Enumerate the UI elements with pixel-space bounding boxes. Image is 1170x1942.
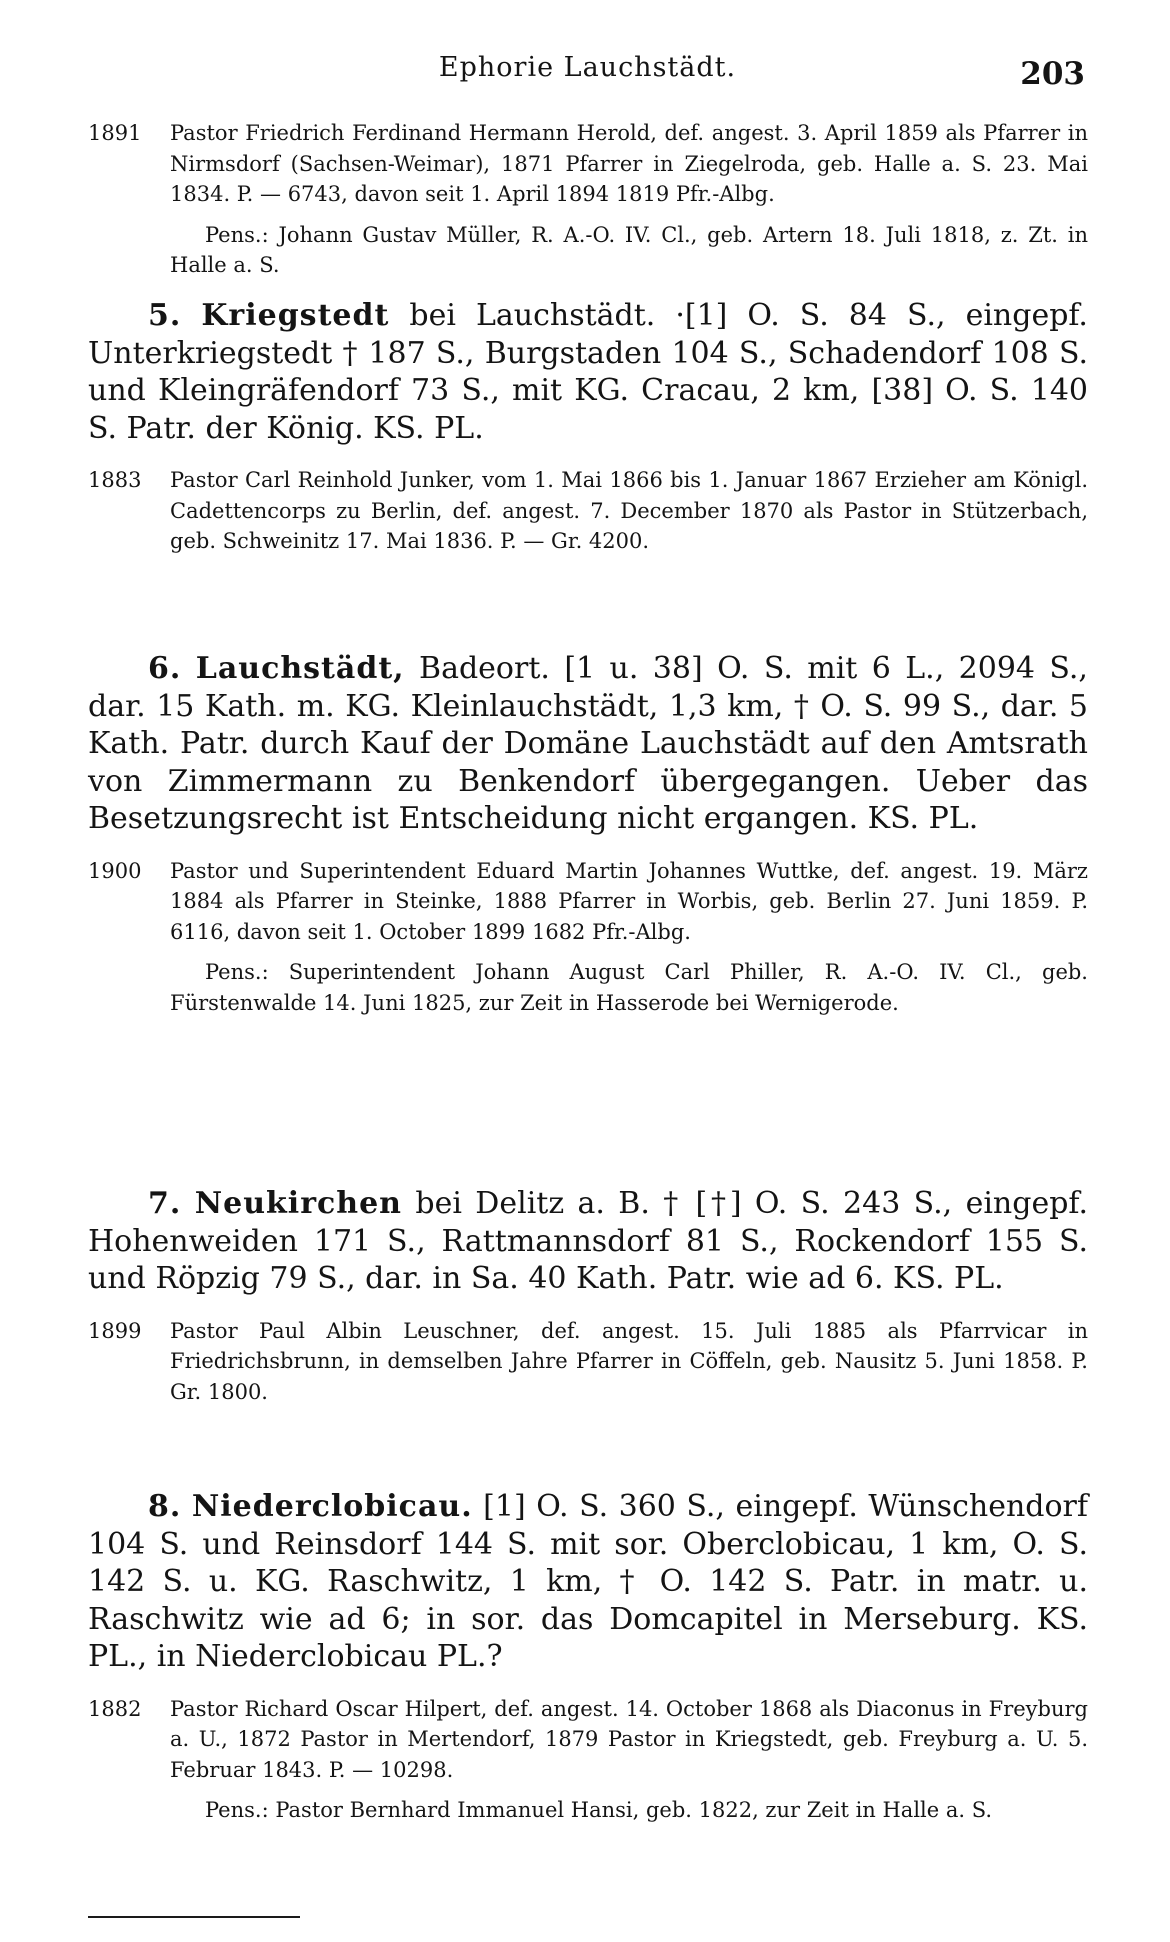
entry-text: Pastor Richard Oscar Hilpert, def. angest. 14. October 1868 als Diaconus in Freyburg a. U., 1872 Pastor in Mertendorf, 1879 Pastor in Kriegstedt, geb. Freyburg a. U. 5. Februar 1843. P. — 10298. — [170, 1696, 1088, 1782]
pastor-entry — [88, 1316, 1088, 1408]
pastor-entry — [88, 1694, 1088, 1786]
entry-year: 1891 — [88, 121, 142, 145]
pastor-entry — [88, 465, 1088, 557]
section-niederclobicau — [88, 1488, 1088, 1826]
pensioner-note: Pens.: Superintendent Johann August Carl Philler, R. A.-O. IV. Cl., geb. Fürstenwalde 14. Juni 1825, zur Zeit in Hasserode bei Wernigerode. — [170, 960, 1088, 1015]
parish-number: 6. — [148, 651, 182, 686]
running-title: Ephorie Lauchstädt. — [438, 52, 737, 83]
parish-name: Lauchstädt, — [195, 651, 405, 686]
parish-name: Kriegstedt — [201, 298, 390, 333]
parish-description — [88, 1185, 1088, 1298]
parish-number: 7. — [148, 1186, 182, 1221]
section-lauchstaedt — [88, 650, 1088, 1018]
entry-year: 1900 — [88, 858, 142, 883]
entry-text: Pastor und Superintendent Eduard Martin Johannes Wuttke, def. angest. 19. März 1884 als Pfarrer in Steinke, 1888 Pfarrer in Worbis, geb. Berlin 27. Juni 1859. P. 6116, davon seit 1. October 1899 1682 Pfr.-Albg. — [170, 858, 1088, 944]
entry-text: Pastor Paul Albin Leuschner, def. angest. 15. Juli 1885 als Pfarrvicar in Friedrichsbrunn, in demselben Jahre Pfarrer in Cöffeln, geb. Nausitz 5. Juni 1858. P. Gr. 1800. — [170, 1318, 1088, 1404]
parish-text: bei Delitz a. B. † [†] O. S. 243 S., eingepf. Hohenweiden 171 S., Rattmannsdorf 81 S., Rockendorf 155 S. und Röpzig 79 S., dar. in Sa. 40 Kath. Patr. wie ad 6. KS. PL. — [88, 1186, 1088, 1296]
footer-rule — [88, 1916, 300, 1918]
parish-number: 5. — [148, 298, 182, 333]
page-header — [90, 52, 1085, 102]
section-herold — [88, 118, 1088, 281]
section-neukirchen — [88, 1185, 1088, 1407]
parish-name: Niederclobicau. — [191, 1489, 473, 1524]
page-number: 203 — [1020, 56, 1085, 92]
entry-year: 1899 — [88, 1318, 142, 1343]
pensioner-note: Pens.: Pastor Bernhard Immanuel Hansi, geb. 1822, zur Zeit in Halle a. S. — [205, 1798, 993, 1822]
section-kriegstedt — [88, 297, 1088, 557]
parish-text: [1] O. S. 360 S., eingepf. Wünschendorf 104 S. und Reinsdorf 144 S. mit sor. Oberclobicau, 1 km, O. S. 142 S. u. KG. Raschwitz, 1 km, † O. 142 S. Patr. in matr. u. Raschwitz wie ad 6; in sor. das Domcapitel in Merseburg. KS. PL., in Niederclobicau PL.? — [88, 1489, 1088, 1674]
entry-year: 1882 — [88, 1696, 142, 1721]
entry-year: 1883 — [88, 468, 142, 492]
pensioner-note: Pens.: Johann Gustav Müller, R. A.-O. IV. Cl., geb. Artern 18. Juli 1818, z. Zt. in Halle a. S. — [170, 222, 1088, 277]
entry-text: Pastor Friedrich Ferdinand Hermann Herold, def. angest. 3. April 1859 als Pfarrer in Nirmsdorf (Sachsen-Weimar), 1871 Pfarrer in Ziegelroda, geb. Halle a. S. 23. Mai 1834. P. — 6743, davon seit 1. April 1894 1819 Pfr.-Albg. — [170, 121, 1088, 206]
parish-number: 8. — [148, 1489, 182, 1524]
pastor-entry — [88, 856, 1088, 948]
parish-name: Neukirchen — [194, 1186, 402, 1221]
parish-description — [88, 1488, 1088, 1676]
parish-description — [88, 297, 1088, 447]
parish-text: bei Lauchstädt. ·[1] O. S. 84 S., eingepf. Unterkriegstedt † 187 S., Burgstaden 104 S., Schadendorf 108 S. und Kleingräfendorf 73 S., mit KG. Cracau, 2 km, [38] O. S. 140 S. Patr. der König. KS. PL. — [88, 298, 1088, 446]
entry-text: Pastor Carl Reinhold Junker, vom 1. Mai 1866 bis 1. Januar 1867 Erzieher am Königl. Cadettencorps zu Berlin, def. angest. 7. December 1870 als Pastor in Stützerbach, geb. Schweinitz 17. Mai 1836. P. — Gr. 4200. — [170, 468, 1088, 553]
parish-description — [88, 650, 1088, 838]
pastor-entry — [88, 118, 1088, 210]
parish-text: Badeort. [1 u. 38] O. S. mit 6 L., 2094 S., dar. 15 Kath. m. KG. Kleinlauchstädt, 1,3 km, † O. S. 99 S., dar. 5 Kath. Patr. durch Kauf der Domäne Lauchstädt auf den Amtsrath von Zimmermann zu Benkendorf übergegangen. Ueber das Besetzungsrecht ist Entscheidung nicht ergangen. KS. PL. — [88, 651, 1088, 836]
